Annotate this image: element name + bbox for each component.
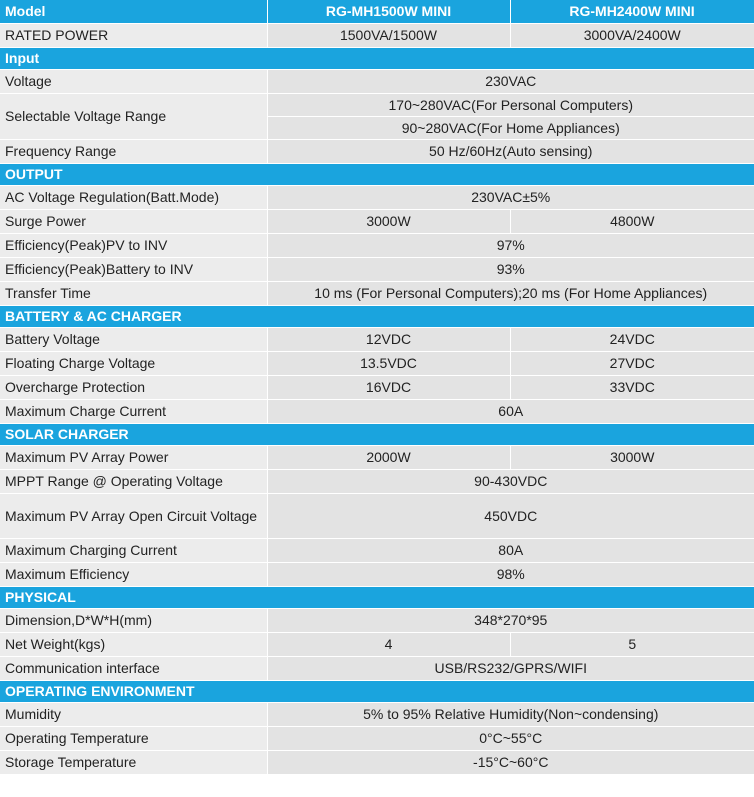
row-value: -15°C~60°C <box>267 751 754 775</box>
table-row <box>0 703 754 727</box>
row-value: 3000W <box>267 210 510 234</box>
table-row <box>0 24 754 48</box>
table-header-row <box>0 0 754 24</box>
row-label: Frequency Range <box>0 140 267 164</box>
row-label: Efficiency(Peak)PV to INV <box>0 234 267 258</box>
section-header-battery <box>0 306 754 328</box>
section-title: OPERATING ENVIRONMENT <box>0 681 754 703</box>
table-row <box>0 210 754 234</box>
row-value: 0°C~55°C <box>267 727 754 751</box>
row-value: 4 <box>267 633 510 657</box>
row-label: RATED POWER <box>0 24 267 48</box>
table-row <box>0 282 754 306</box>
table-row <box>0 140 754 164</box>
row-value: 80A <box>267 539 754 563</box>
table-row <box>0 258 754 282</box>
row-value: 450VDC <box>267 494 754 539</box>
table-row <box>0 633 754 657</box>
table-row <box>0 70 754 94</box>
row-label: MPPT Range @ Operating Voltage <box>0 470 267 494</box>
table-row <box>0 657 754 681</box>
row-value: 93% <box>267 258 754 282</box>
row-value: 24VDC <box>510 328 754 352</box>
table-row <box>0 234 754 258</box>
row-label: Battery Voltage <box>0 328 267 352</box>
row-value: 60A <box>267 400 754 424</box>
row-value: 98% <box>267 563 754 587</box>
row-value: 170~280VAC(For Personal Computers) <box>267 94 754 117</box>
row-value: 2000W <box>267 446 510 470</box>
row-label: Efficiency(Peak)Battery to INV <box>0 258 267 282</box>
row-label: Overcharge Protection <box>0 376 267 400</box>
table-row <box>0 609 754 633</box>
row-label: Storage Temperature <box>0 751 267 775</box>
section-header-output <box>0 164 754 186</box>
row-value: USB/RS232/GPRS/WIFI <box>267 657 754 681</box>
table-row <box>0 400 754 424</box>
table-row <box>0 328 754 352</box>
section-title: BATTERY & AC CHARGER <box>0 306 754 328</box>
row-value: 5% to 95% Relative Humidity(Non~condensing) <box>267 703 754 727</box>
table-row <box>0 94 754 117</box>
section-title: Input <box>0 48 754 70</box>
row-label: Voltage <box>0 70 267 94</box>
section-title: OUTPUT <box>0 164 754 186</box>
row-label: Mumidity <box>0 703 267 727</box>
row-value: 3000VA/2400W <box>510 24 754 48</box>
row-value: 90-430VDC <box>267 470 754 494</box>
table-row <box>0 494 754 539</box>
table-row <box>0 470 754 494</box>
table-row <box>0 352 754 376</box>
row-label: Maximum PV Array Power <box>0 446 267 470</box>
section-title: SOLAR CHARGER <box>0 424 754 446</box>
row-label: Net Weight(kgs) <box>0 633 267 657</box>
section-header-input <box>0 48 754 70</box>
row-label: Floating Charge Voltage <box>0 352 267 376</box>
row-value: 13.5VDC <box>267 352 510 376</box>
row-value: 90~280VAC(For Home Appliances) <box>267 117 754 140</box>
row-value: 3000W <box>510 446 754 470</box>
section-title: PHYSICAL <box>0 587 754 609</box>
row-value: 5 <box>510 633 754 657</box>
row-value: 12VDC <box>267 328 510 352</box>
section-header-solar <box>0 424 754 446</box>
row-label: Selectable Voltage Range <box>0 94 267 140</box>
table-row <box>0 727 754 751</box>
row-label: Surge Power <box>0 210 267 234</box>
row-value: 27VDC <box>510 352 754 376</box>
table-row <box>0 539 754 563</box>
table-row <box>0 186 754 210</box>
row-label: Communication interface <box>0 657 267 681</box>
row-value: 50 Hz/60Hz(Auto sensing) <box>267 140 754 164</box>
row-label: Maximum Charging Current <box>0 539 267 563</box>
row-value: 1500VA/1500W <box>267 24 510 48</box>
row-label: Operating Temperature <box>0 727 267 751</box>
section-header-environment <box>0 681 754 703</box>
row-value: 348*270*95 <box>267 609 754 633</box>
table-row <box>0 563 754 587</box>
model-1-header: RG-MH1500W MINI <box>267 0 510 24</box>
row-value: 97% <box>267 234 754 258</box>
row-label: AC Voltage Regulation(Batt.Mode) <box>0 186 267 210</box>
row-label: Transfer Time <box>0 282 267 306</box>
row-label: Maximum Efficiency <box>0 563 267 587</box>
row-value: 33VDC <box>510 376 754 400</box>
table-row <box>0 376 754 400</box>
row-label: Maximum PV Array Open Circuit Voltage <box>0 494 267 539</box>
row-value: 10 ms (For Personal Computers);20 ms (For Home Appliances) <box>267 282 754 306</box>
model-2-header: RG-MH2400W MINI <box>510 0 754 24</box>
row-label: Dimension,D*W*H(mm) <box>0 609 267 633</box>
model-header: Model <box>0 0 267 24</box>
row-value: 230VAC±5% <box>267 186 754 210</box>
row-value: 16VDC <box>267 376 510 400</box>
table-row <box>0 446 754 470</box>
row-value: 230VAC <box>267 70 754 94</box>
section-header-physical <box>0 587 754 609</box>
table-row <box>0 751 754 775</box>
row-value: 4800W <box>510 210 754 234</box>
row-label: Maximum Charge Current <box>0 400 267 424</box>
